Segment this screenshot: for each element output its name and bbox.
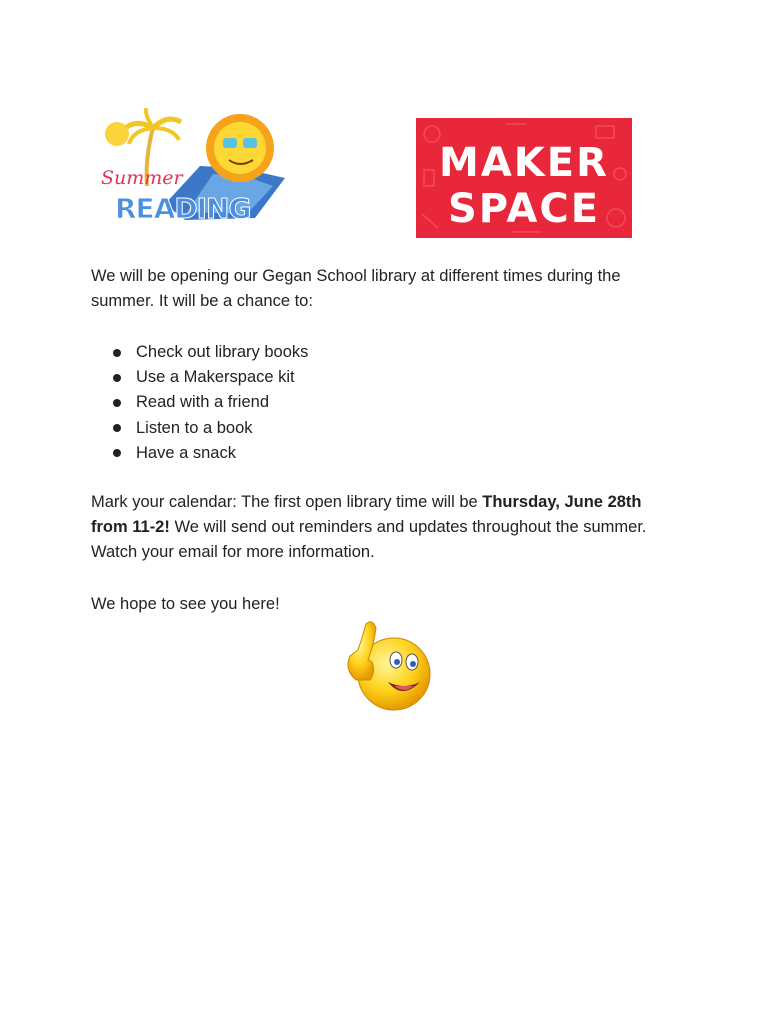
intro-paragraph: We will be opening our Gegan School library at different times during the summer. It will be a chance to:	[91, 267, 621, 310]
calendar-tail: We will send out reminders and updates throughout the summer. Watch your email for more information.	[91, 518, 647, 561]
closing-line: We hope to see you here!	[91, 595, 280, 613]
thumbs-up-smiley-icon	[336, 616, 432, 712]
list-item: Listen to a book	[110, 416, 700, 441]
bullet-icon	[113, 424, 121, 432]
sun-icon	[206, 114, 274, 182]
calendar-lead: Mark your calendar: The first open library time will be	[91, 493, 483, 511]
maker-space-logo	[416, 118, 632, 238]
bullet-icon	[113, 349, 121, 357]
bullet-icon	[113, 399, 121, 407]
summer-logo-line1: Summer	[101, 167, 183, 189]
maker-logo-line2: SPACE	[447, 186, 601, 232]
calendar-paragraph	[91, 490, 681, 565]
list-item: Use a Makerspace kit	[110, 365, 700, 390]
summer-logo-line2: READING	[115, 192, 251, 225]
calendar-date-highlight: Thursday, June 28th from 11-2!	[91, 493, 642, 536]
list-item: Read with a friend	[110, 390, 700, 415]
list-item: Check out library books	[110, 340, 700, 365]
activity-list	[110, 340, 700, 466]
summer-reading-logo	[95, 108, 290, 230]
list-item: Have a snack	[110, 441, 700, 466]
maker-logo-line1: MAKER	[439, 140, 609, 186]
bullet-icon	[113, 449, 121, 457]
bullet-icon	[113, 374, 121, 382]
